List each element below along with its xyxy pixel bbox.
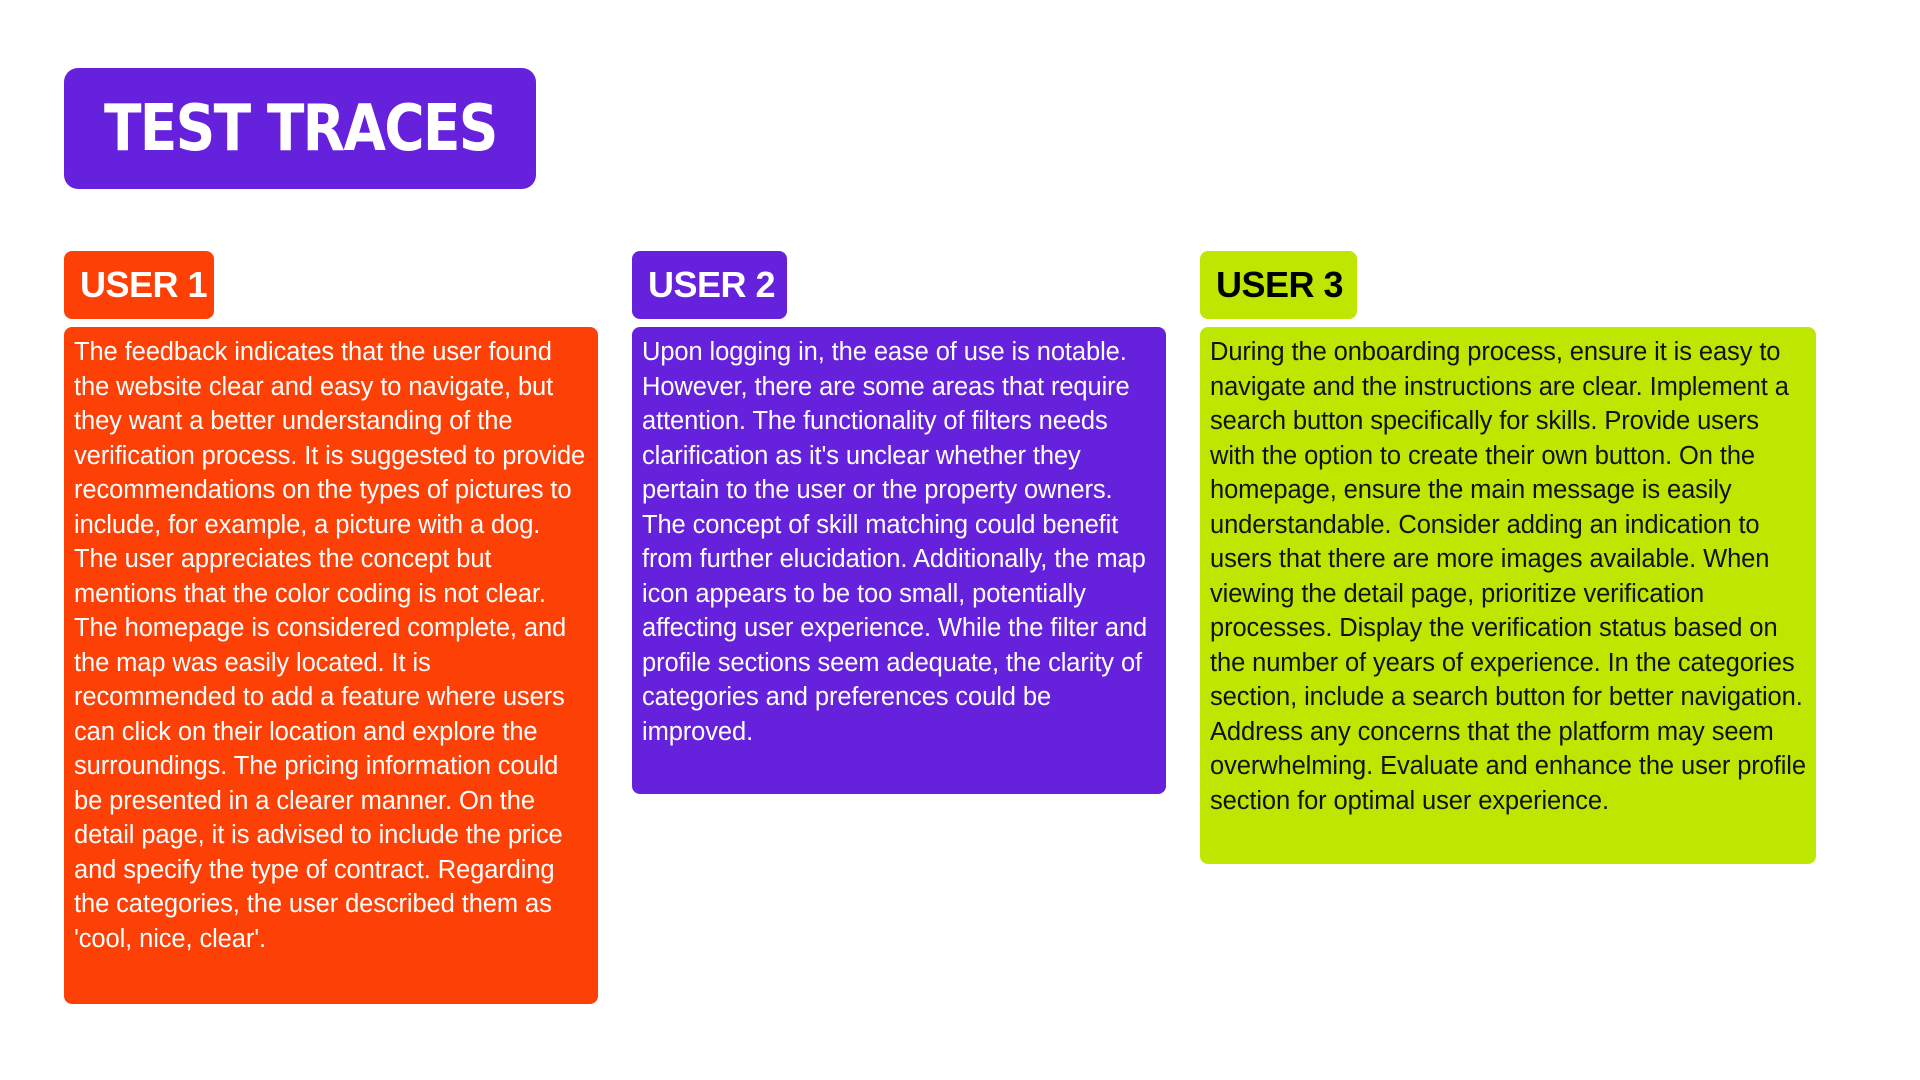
user-1-column: [64, 251, 586, 953]
user-1-label: USER 1: [64, 251, 214, 319]
page-title-badge: [64, 68, 536, 189]
user-3-column: [1200, 251, 1806, 815]
page-title: TEST TRACES: [103, 91, 497, 166]
user-2-feedback-card: Upon logging in, the ease of use is notable. However, there are some areas that require attention. The functionality of filters needs clarification as it's unclear whether they pertain to the user or the property owners. The concept of skill matching could benefit from further elucidation. Additionally, the map icon appears to be too small, potentially affecting user experience. While the filter and profile sections seem adequate, the clarity of categories and preferences could be improved.: [632, 327, 1166, 794]
user-3-label: USER 3: [1200, 251, 1357, 319]
user-2-label: USER 2: [632, 251, 787, 319]
user-1-feedback-card: The feedback indicates that the user found the website clear and easy to navigate, but they want a better understanding of the verification process. It is suggested to provide recommendations on the types of pictures to include, for example, a picture with a dog. The user appreciates the concept but mentions that the color coding is not clear. The homepage is considered complete, and the map was easily located. It is recommended to add a feature where users can click on their location and explore the surroundings. The pricing information could be presented in a clearer manner. On the detail page, it is advised to include the price and specify the type of contract. Regarding the categories, the user described them as 'cool, nice, clear'.: [64, 327, 598, 1004]
user-3-feedback-card: During the onboarding process, ensure it is easy to navigate and the instructions are clear. Implement a search button specifically for skills. Provide users with the option to create their own button. On the homepage, ensure the main message is easily understandable. Consider adding an indication to users that there are more images available. When viewing the detail page, prioritize verification processes. Display the verification status based on the number of years of experience. In the categories section, include a search button for better navigation. Address any concerns that the platform may seem overwhelming. Evaluate and enhance the user profile section for optimal user experience.: [1200, 327, 1816, 864]
user-2-column: [632, 251, 1148, 746]
